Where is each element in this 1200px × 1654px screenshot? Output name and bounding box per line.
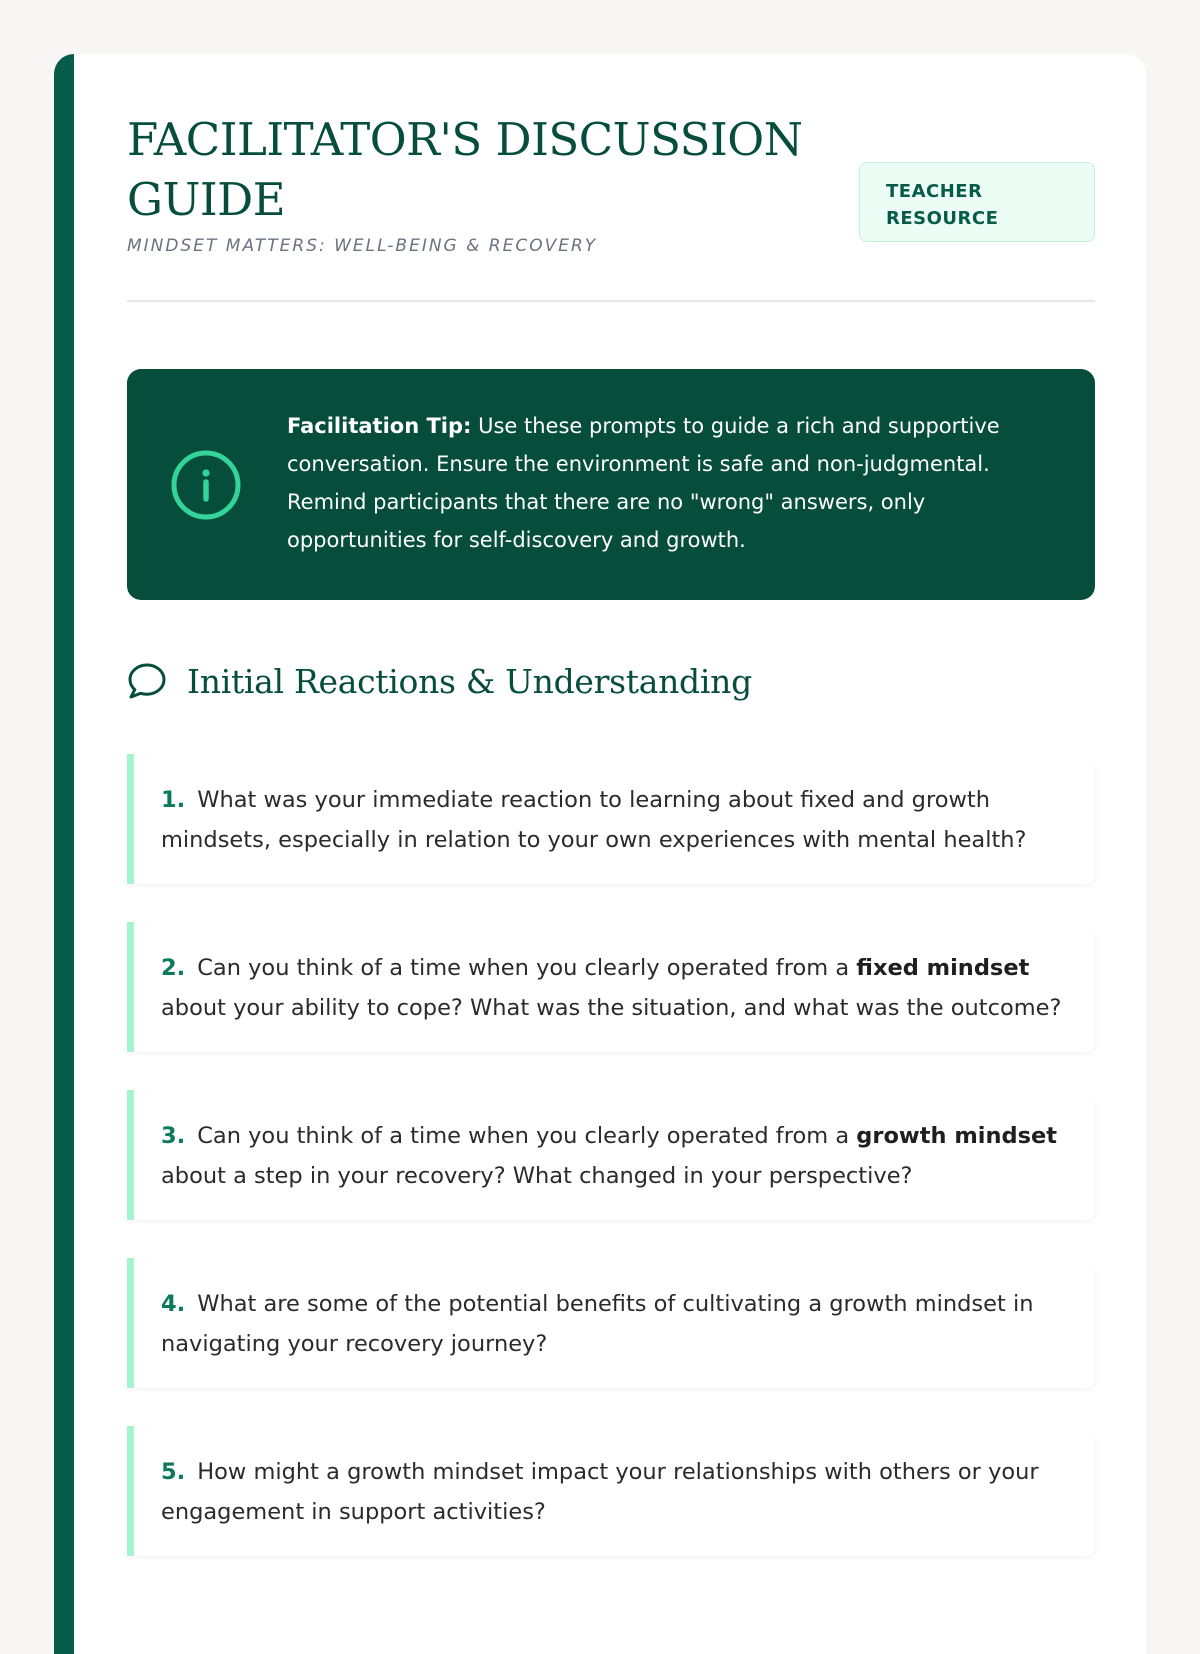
card-accent-bar [54, 54, 74, 1654]
question-text: What was your immediate reaction to learning about fixed and growth mindsets, especially in relation to your own experiences with mental health? [161, 787, 1027, 853]
question-emphasis: fixed mindset [856, 955, 1030, 981]
section-title: Initial Reactions & Understanding [187, 661, 752, 701]
question-item [127, 922, 1095, 1052]
question-list [127, 754, 1095, 1594]
question-item [127, 1426, 1095, 1556]
chat-bubble-icon [127, 661, 167, 701]
question-text: How might a growth mindset impact your relationships with others or your engagement in support activities? [161, 1459, 1039, 1525]
question-emphasis: growth mindset [856, 1123, 1058, 1149]
teacher-resource-badge: TEACHER RESOURCE [859, 162, 1095, 242]
tip-label: Facilitation Tip: [287, 414, 472, 438]
question-text: Can you think of a time when you clearly operated from a [197, 1123, 857, 1149]
question-item [127, 754, 1095, 884]
guide-card [54, 54, 1146, 1654]
facilitation-tip-box [127, 369, 1095, 600]
question-text: about a step in your recovery? What changed in your perspective? [161, 1163, 913, 1189]
page-title: FACILITATOR'S DISCUSSION GUIDE [127, 113, 803, 226]
question-number: 4. [161, 1291, 186, 1317]
question-number: 3. [161, 1123, 186, 1149]
section-header [127, 656, 1095, 706]
info-circle-icon [170, 449, 242, 521]
question-number: 5. [161, 1459, 186, 1485]
question-number: 1. [161, 787, 186, 813]
guide-header [127, 110, 1095, 256]
question-text: What are some of the potential benefits of cultivating a growth mindset in navigating your recovery journey? [161, 1291, 1034, 1357]
question-text: Can you think of a time when you clearly operated from a [197, 955, 857, 981]
question-number: 2. [161, 955, 186, 981]
question-item [127, 1090, 1095, 1220]
question-text: about your ability to cope? What was the situation, and what was the outcome? [161, 995, 1062, 1021]
tip-text: Use these prompts to guide a rich and supportive conversation. Ensure the environment is safe and non-judgmental. Remind participants that there are no "wrong" answers, only opportunities for self-discovery and growth. [287, 414, 1000, 552]
question-item [127, 1258, 1095, 1388]
header-divider [127, 300, 1095, 302]
page-subtitle: MINDSET MATTERS: WELL-BEING & RECOVERY [127, 236, 598, 256]
